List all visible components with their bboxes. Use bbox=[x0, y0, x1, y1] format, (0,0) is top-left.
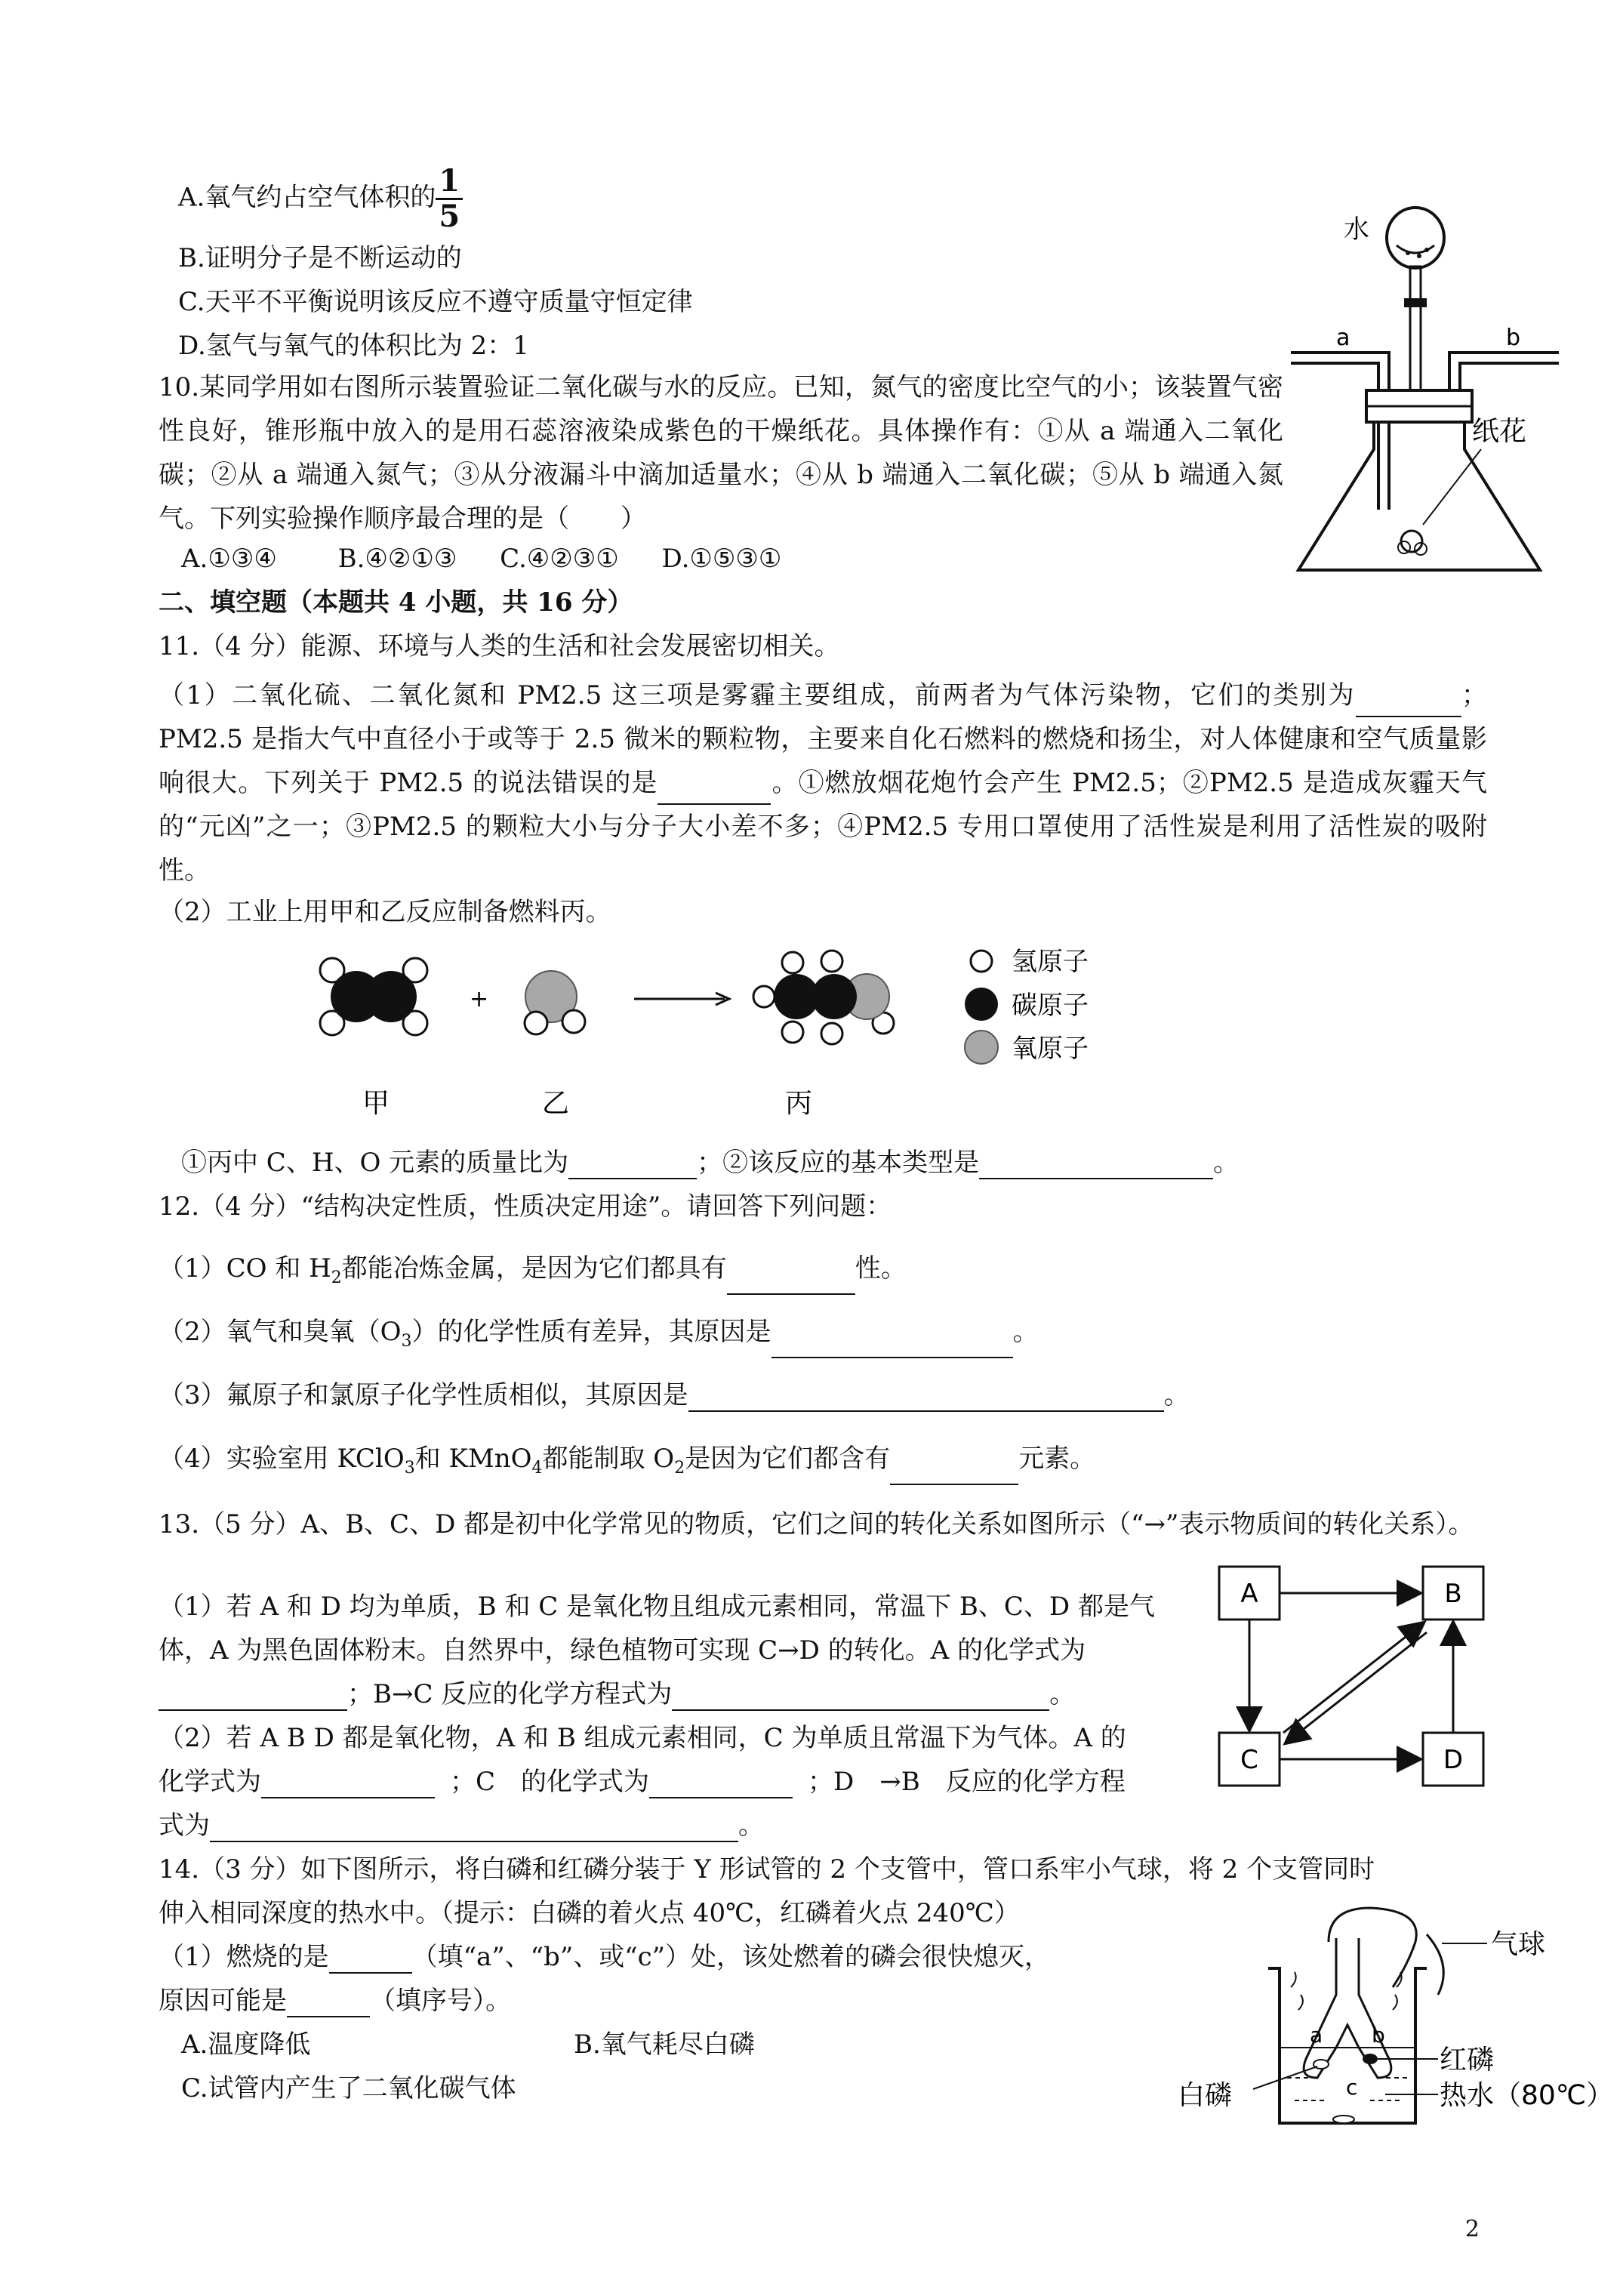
water-label: 水 bbox=[1344, 214, 1369, 245]
q12-blank-1[interactable] bbox=[727, 1268, 855, 1295]
q11-blank-2[interactable] bbox=[658, 778, 771, 805]
legend-oxygen-swatch bbox=[965, 1031, 998, 1064]
q13-blank-4[interactable] bbox=[649, 1771, 793, 1798]
q12-blank-4[interactable] bbox=[890, 1458, 1018, 1485]
q10-apparatus-figure bbox=[1283, 193, 1570, 585]
q13-part1-line2: 体，A 为黑色固体粉末。自然界中，绿色植物可实现 C→D 的转化。A 的化学式为 bbox=[159, 1635, 1086, 1666]
q10-option-b: B.④②①③ bbox=[337, 544, 457, 574]
q9-option-b: B.证明分子是不断运动的 bbox=[178, 243, 462, 273]
q12-part1: （1）CO 和 $H_2$都能冶炼金属，是因为它们都具有 性。 bbox=[159, 1252, 907, 1295]
box-c-label: C bbox=[1240, 1745, 1258, 1775]
legend-hydrogen: 氢原子 bbox=[1012, 947, 1089, 977]
box-a-label: A bbox=[1240, 1579, 1258, 1609]
tube-b-label: b bbox=[1506, 325, 1521, 351]
q12-blank-3[interactable] bbox=[688, 1385, 1164, 1412]
fraction-denominator: 5 bbox=[439, 199, 460, 234]
q14-option-b: B.氧气耗尽白磷 bbox=[574, 2029, 755, 2060]
y-tube bbox=[1304, 1938, 1391, 2078]
box-b-label: B bbox=[1444, 1579, 1462, 1609]
separatory-funnel-bulb bbox=[1387, 208, 1444, 268]
red-phosphorus bbox=[1363, 2054, 1378, 2064]
q11-blank-1[interactable] bbox=[1356, 690, 1461, 717]
legend-carbon: 碳原子 bbox=[1012, 991, 1089, 1021]
q13-blank-1[interactable] bbox=[159, 1684, 347, 1711]
q9-option-d: D.氢气与氧气的体积比为 2：1 bbox=[178, 331, 529, 361]
legend bbox=[965, 947, 1089, 1064]
q11-part1: （1）二氧化硫、二氧化氮和 PM2.5 这三项是雾霾主要组成，前两者为气体污染物，它们的类别为 ；PM2.5 是指大气中直径小于或等于 2.5 微米的颗粒物，主要来自化石燃料的燃烧和扬尘，对人体健康和空气质量影响很大。下列关于 PM2.5 的说法错误的是 。①燃放烟花炮竹会产生 PM2.5；②PM2.5 是造成灰霾天气的“元凶”之一；③PM2.5 的颗粒大小与分子大小差不多；④PM2.5 专用口罩使用了活性炭是利用了活性炭的吸附性。 bbox=[159, 680, 1487, 886]
fraction-numerator: 1 bbox=[436, 165, 463, 200]
q10-option-a: A.①③④ bbox=[181, 544, 277, 574]
label-jia: 甲 bbox=[362, 1088, 390, 1119]
q11-blank-4[interactable] bbox=[979, 1152, 1213, 1179]
hot-water-label: 热水（80℃） bbox=[1440, 2080, 1614, 2111]
q10-options bbox=[181, 542, 781, 575]
balloon-label: 气球 bbox=[1491, 1929, 1546, 1960]
q9-option-a bbox=[178, 165, 463, 233]
q13-part2-line2: 化学式为 ；C 的化学式为 ；D →B 反应的化学方程 bbox=[159, 1767, 1126, 1797]
box-d-label: D bbox=[1443, 1745, 1464, 1775]
q11-subquestion: ①丙中 C、H、O 元素的质量比为 ；②该反应的基本类型是 。 bbox=[181, 1148, 1240, 1178]
balloon bbox=[1329, 1908, 1416, 1987]
q14-option-a: A.温度降低 bbox=[181, 2029, 311, 2060]
q11-part2: （2）工业上用甲和乙反应制备燃料丙。 bbox=[159, 897, 611, 927]
molecule-jia bbox=[320, 958, 427, 1035]
plus-sign: + bbox=[470, 986, 489, 1012]
label-yi: 乙 bbox=[542, 1088, 570, 1119]
q14-blank-2[interactable] bbox=[287, 1990, 370, 2017]
paper-flower bbox=[1398, 531, 1427, 555]
q14-title-line2: 伸入相同深度的热水中。（提示：白磷的着火点 40℃，红磷着火点 240℃） bbox=[159, 1898, 1020, 1928]
q12-title: 12.（4 分）“结构决定性质，性质决定用途”。请回答下列问题： bbox=[159, 1191, 892, 1222]
branch-b-label: b bbox=[1372, 2023, 1385, 2048]
q10-option-d: D.①⑤③① bbox=[661, 544, 782, 574]
funnel-stem bbox=[1410, 267, 1421, 402]
beaker bbox=[1268, 1968, 1427, 2123]
q10-stem: 10.某同学用如右图所示装置验证二氧化碳与水的反应。已知，氮气的密度比空气的小；该装置气密性良好，锥形瓶中放入的是用石蕊溶液染成紫色的干燥纸花。具体操作有：①从 a 端通入二氧化碳；②从 a 端通入氮气；③从分液漏斗中滴加适量水；④从 b 端通入二氧化碳；⑤从 b 端通入氮气。下列实验操作顺序最合理的是（ ） bbox=[159, 372, 1283, 534]
reaction-diagram bbox=[302, 940, 1170, 1129]
legend-oxygen: 氧原子 bbox=[1012, 1034, 1089, 1064]
q13-part1-line3: ；B→C 反应的化学方程式为 。 bbox=[159, 1678, 1075, 1711]
q13-relation-diagram bbox=[1208, 1563, 1495, 1789]
q12-part3: （3）氟原子和氯原子化学性质相似，其原因是 。 bbox=[159, 1380, 1190, 1410]
q11-blank-3[interactable] bbox=[568, 1152, 697, 1179]
q12-blank-2[interactable] bbox=[771, 1331, 1013, 1358]
section-2-title: 二、填空题（本题共 4 小题，共 16 分） bbox=[159, 587, 633, 618]
page-number: 2 bbox=[1464, 2216, 1480, 2242]
molecule-bing bbox=[753, 951, 894, 1044]
q13-title: 13.（5 分）A、B、C、D 都是初中化学常见的物质，它们之间的转化关系如图所示（“→”表示物质间的转化关系）。 bbox=[159, 1509, 1474, 1539]
paper-flower-label: 纸花 bbox=[1472, 416, 1527, 447]
q13-blank-3[interactable] bbox=[261, 1771, 435, 1798]
q14-option-c: C.试管内产生了二氧化碳气体 bbox=[181, 2073, 516, 2103]
q14-title-line1: 14.（3 分）如下图所示，将白磷和红磷分装于 Y 形试管的 2 个支管中，管口系牢小气球，将 2 个支管同时 bbox=[159, 1854, 1375, 1885]
q14-blank-1[interactable] bbox=[329, 1946, 412, 1974]
q14-y-tube-figure bbox=[1166, 1897, 1614, 2146]
q13-part1-line1: （1）若 A 和 D 均为单质，B 和 C 是氧化物且组成元素相同，常温下 B、C、D 都是气 bbox=[159, 1592, 1155, 1622]
q14-part1-line2: 原因可能是 （填序号）。 bbox=[159, 1986, 511, 2016]
q11-title: 11.（4 分）能源、环境与人类的生活和社会发展密切相关。 bbox=[159, 631, 840, 661]
arrow-c-to-b bbox=[1283, 1623, 1423, 1733]
q14-part1-line1: （1）燃烧的是 （填“a”、“b”、或“c”）处，该处燃着的磷会很快熄灭， bbox=[159, 1942, 1051, 1972]
legend-hydrogen-swatch bbox=[971, 951, 992, 972]
fraction bbox=[436, 165, 463, 233]
white-phosphorus-label: 白磷 bbox=[1178, 2080, 1233, 2111]
q12-part4: （4）实验室用 KClO$_3$和 KMnO$_4$都能制取 $O_2$是因为它们都含有 元素。 bbox=[159, 1442, 1095, 1485]
q10-option-c: C.④②③① bbox=[500, 544, 619, 574]
q13-part2-line3: 式为 。 bbox=[159, 1811, 764, 1841]
tube-a-label: a bbox=[1336, 325, 1350, 351]
molecule-yi bbox=[525, 971, 585, 1034]
label-bing: 丙 bbox=[785, 1088, 813, 1119]
q12-part2: （2）氧气和臭氧$(O_3)$的化学性质有差异，其原因是 。 bbox=[159, 1315, 1039, 1358]
q13-blank-5[interactable] bbox=[210, 1815, 738, 1842]
branch-a-label: a bbox=[1310, 2023, 1323, 2048]
white-phosphorus-in-water bbox=[1333, 2116, 1354, 2123]
q9-option-a-text: A.氧气约占空气体积的 bbox=[178, 182, 436, 213]
legend-carbon-swatch bbox=[965, 988, 998, 1021]
q13-blank-2[interactable] bbox=[672, 1684, 1049, 1711]
q9-option-c: C.天平不平衡说明该反应不遵守质量守恒定律 bbox=[178, 287, 693, 317]
red-phosphorus-label: 红磷 bbox=[1440, 2045, 1495, 2076]
q13-part2-line1: （2）若 A B D 都是氧化物，A 和 B 组成元素相同，C 为单质且常温下为气体。A 的 bbox=[159, 1723, 1126, 1753]
arrow-b-to-c bbox=[1286, 1632, 1427, 1743]
water-c-label: c bbox=[1346, 2075, 1358, 2100]
